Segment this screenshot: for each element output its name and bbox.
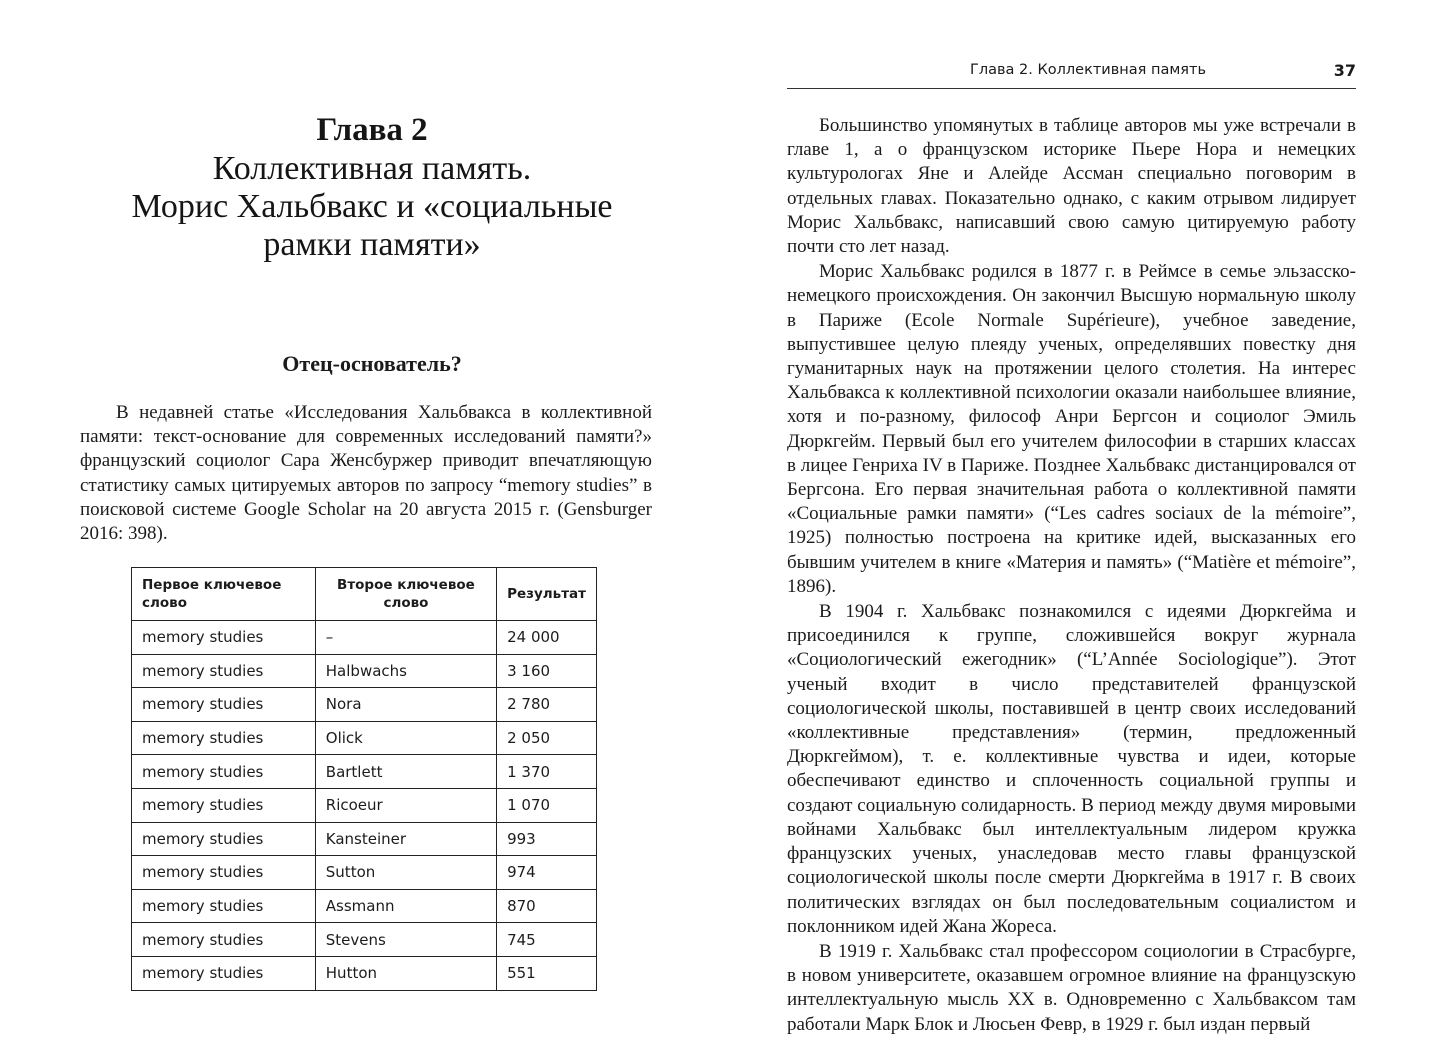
- cell-result: 24 000: [497, 621, 597, 655]
- table-header-first-keyword: Первое ключевое слово: [132, 568, 316, 621]
- cell-second-keyword: Hutton: [315, 956, 496, 990]
- table-body: [132, 621, 597, 991]
- table-row: [132, 923, 597, 957]
- cell-second-keyword: Stevens: [315, 923, 496, 957]
- cell-result: 1 070: [497, 788, 597, 822]
- table-row: [132, 856, 597, 890]
- cell-second-keyword: Kansteiner: [315, 822, 496, 856]
- cell-result: 551: [497, 956, 597, 990]
- intro-paragraph: В недавней статье «Исследования Хальбвакса в коллективной памяти: текст-основание для современных исследований памяти?» французский социолог Сара Женсбуржер приводит впечатляющую статистику самых цитируемых авторов по запросу “memory studies” в поисковой системе Google Scholar на 20 августа 2015 г. (Gensburger 2016: 398).: [80, 402, 652, 545]
- body-paragraph-3: В 1904 г. Хальбвакс познакомился с идеями Дюркгейма и присоединился к группе, сложившейся вокруг журнала «Социологический ежегодник» (“L’Année Sociologique”). Этот ученый входит в число представителей французской социологической школы, поставившей в центр своих исследований «коллективные представления» (термин, предложенный Дюркгеймом), т. е. коллективные чувства и идеи, которые обеспечивают единство и сплоченность социальной группы и создают социальную солидарность. В период между двумя мировыми войнами Хальбвакс был интеллектуальным лидером кружка французских ученых, унаследовав место главы французской социологической школы после смерти Дюркгейма в 1917 г. В своих политических взглядах он был последовательным социалистом и поклонником идей Жана Жореса.: [787, 601, 1356, 937]
- cell-first-keyword: memory studies: [132, 822, 316, 856]
- body-paragraph-1: Большинство упомянутых в таблице авторов мы уже встречали в главе 1, а о французском историке Пьере Нора и немецких культурологах Яне и Алейде Ассман специально поговорим в отдельных главах. Показательно однако, с каким отрывом лидирует Морис Хальбвакс, написавший свою самую цитируемую работу почти сто лет назад.: [787, 115, 1356, 258]
- table-row: [132, 688, 597, 722]
- cell-first-keyword: memory studies: [132, 654, 316, 688]
- chapter-title-line-1: Коллективная память.: [212, 150, 532, 187]
- cell-second-keyword: Sutton: [315, 856, 496, 890]
- cell-first-keyword: memory studies: [132, 755, 316, 789]
- cell-second-keyword: Nora: [315, 688, 496, 722]
- chapter-number: Глава 2: [316, 112, 428, 148]
- cell-first-keyword: memory studies: [132, 856, 316, 890]
- table-header-row: [132, 568, 597, 621]
- page-number: 37: [1333, 61, 1356, 80]
- table-header-result: Результат: [497, 568, 597, 621]
- cell-result: 3 160: [497, 654, 597, 688]
- cell-result: 974: [497, 856, 597, 890]
- cell-second-keyword: Ricoeur: [315, 788, 496, 822]
- table-row: [132, 889, 597, 923]
- cell-first-keyword: memory studies: [132, 889, 316, 923]
- cell-first-keyword: memory studies: [132, 788, 316, 822]
- chapter-title-line-3: рамки памяти»: [263, 226, 481, 263]
- cell-second-keyword: Bartlett: [315, 755, 496, 789]
- cell-result: 993: [497, 822, 597, 856]
- table-row: [132, 621, 597, 655]
- cell-result: 2 780: [497, 688, 597, 722]
- cell-second-keyword: Assmann: [315, 889, 496, 923]
- running-title: Глава 2. Коллективная память: [970, 62, 1206, 78]
- table-row: [132, 721, 597, 755]
- chapter-title: [62, 112, 682, 264]
- running-head: [787, 58, 1356, 89]
- table-row: [132, 788, 597, 822]
- cell-first-keyword: memory studies: [132, 688, 316, 722]
- body-paragraph-2: Морис Хальбвакс родился в 1877 г. в Реймсе в семье эльзасско-немецкого происхождения. Он закончил Высшую нормальную школу в Париже (Ecole Normale Supérieure), учебное заведение, выпустившее целую плеяду ученых, определявших повестку дня гуманитарных наук на протяжении целого столетия. На интерес Хальбвакса к коллективной психологии оказали наибольшее влияние, хотя и по-разному, философ Анри Бергсон и социолог Эмиль Дюркгейм. Первый был его учителем философии в старших классах в лицее Генриха IV в Париже. Позднее Хальбвакс дистанцировался от Бергсона. Его первая значительная работа о коллективной памяти «Социальные рамки памяти» (“Les cadres sociaux de la mémoire”, 1925) полностью построена на критике идей, высказанных его бывшим учителем в книге «Материя и память» (“Matière et mémoire”, 1896).: [787, 261, 1356, 597]
- cell-first-keyword: memory studies: [132, 956, 316, 990]
- table-row: [132, 956, 597, 990]
- cell-result: 745: [497, 923, 597, 957]
- cell-result: 2 050: [497, 721, 597, 755]
- cell-first-keyword: memory studies: [132, 721, 316, 755]
- cell-second-keyword: Olick: [315, 721, 496, 755]
- cell-second-keyword: Halbwachs: [315, 654, 496, 688]
- chapter-title-line-2: Морис Хальбвакс и «социальные: [131, 188, 613, 225]
- right-page: [717, 0, 1434, 1048]
- section-heading: Отец-основатель?: [282, 351, 462, 376]
- body-text: [787, 114, 1356, 1038]
- body-paragraph-4: В 1919 г. Хальбвакс стал профессором социологии в Страсбурге, в новом университете, оказавшем огромное влияние на французскую интеллектуальную мысль XX в. Одновременно с Хальбваксом там работали Марк Блок и Люсьен Февр, в 1929 г. был издан первый: [787, 940, 1356, 1035]
- cell-first-keyword: memory studies: [132, 621, 316, 655]
- table-header-second-keyword: Второе ключевое слово: [315, 568, 496, 621]
- table-row: [132, 822, 597, 856]
- cell-result: 870: [497, 889, 597, 923]
- table-row: [132, 654, 597, 688]
- cell-first-keyword: memory studies: [132, 923, 316, 957]
- cell-result: 1 370: [497, 755, 597, 789]
- cell-second-keyword: –: [315, 621, 496, 655]
- citation-table: [131, 567, 597, 991]
- table-row: [132, 755, 597, 789]
